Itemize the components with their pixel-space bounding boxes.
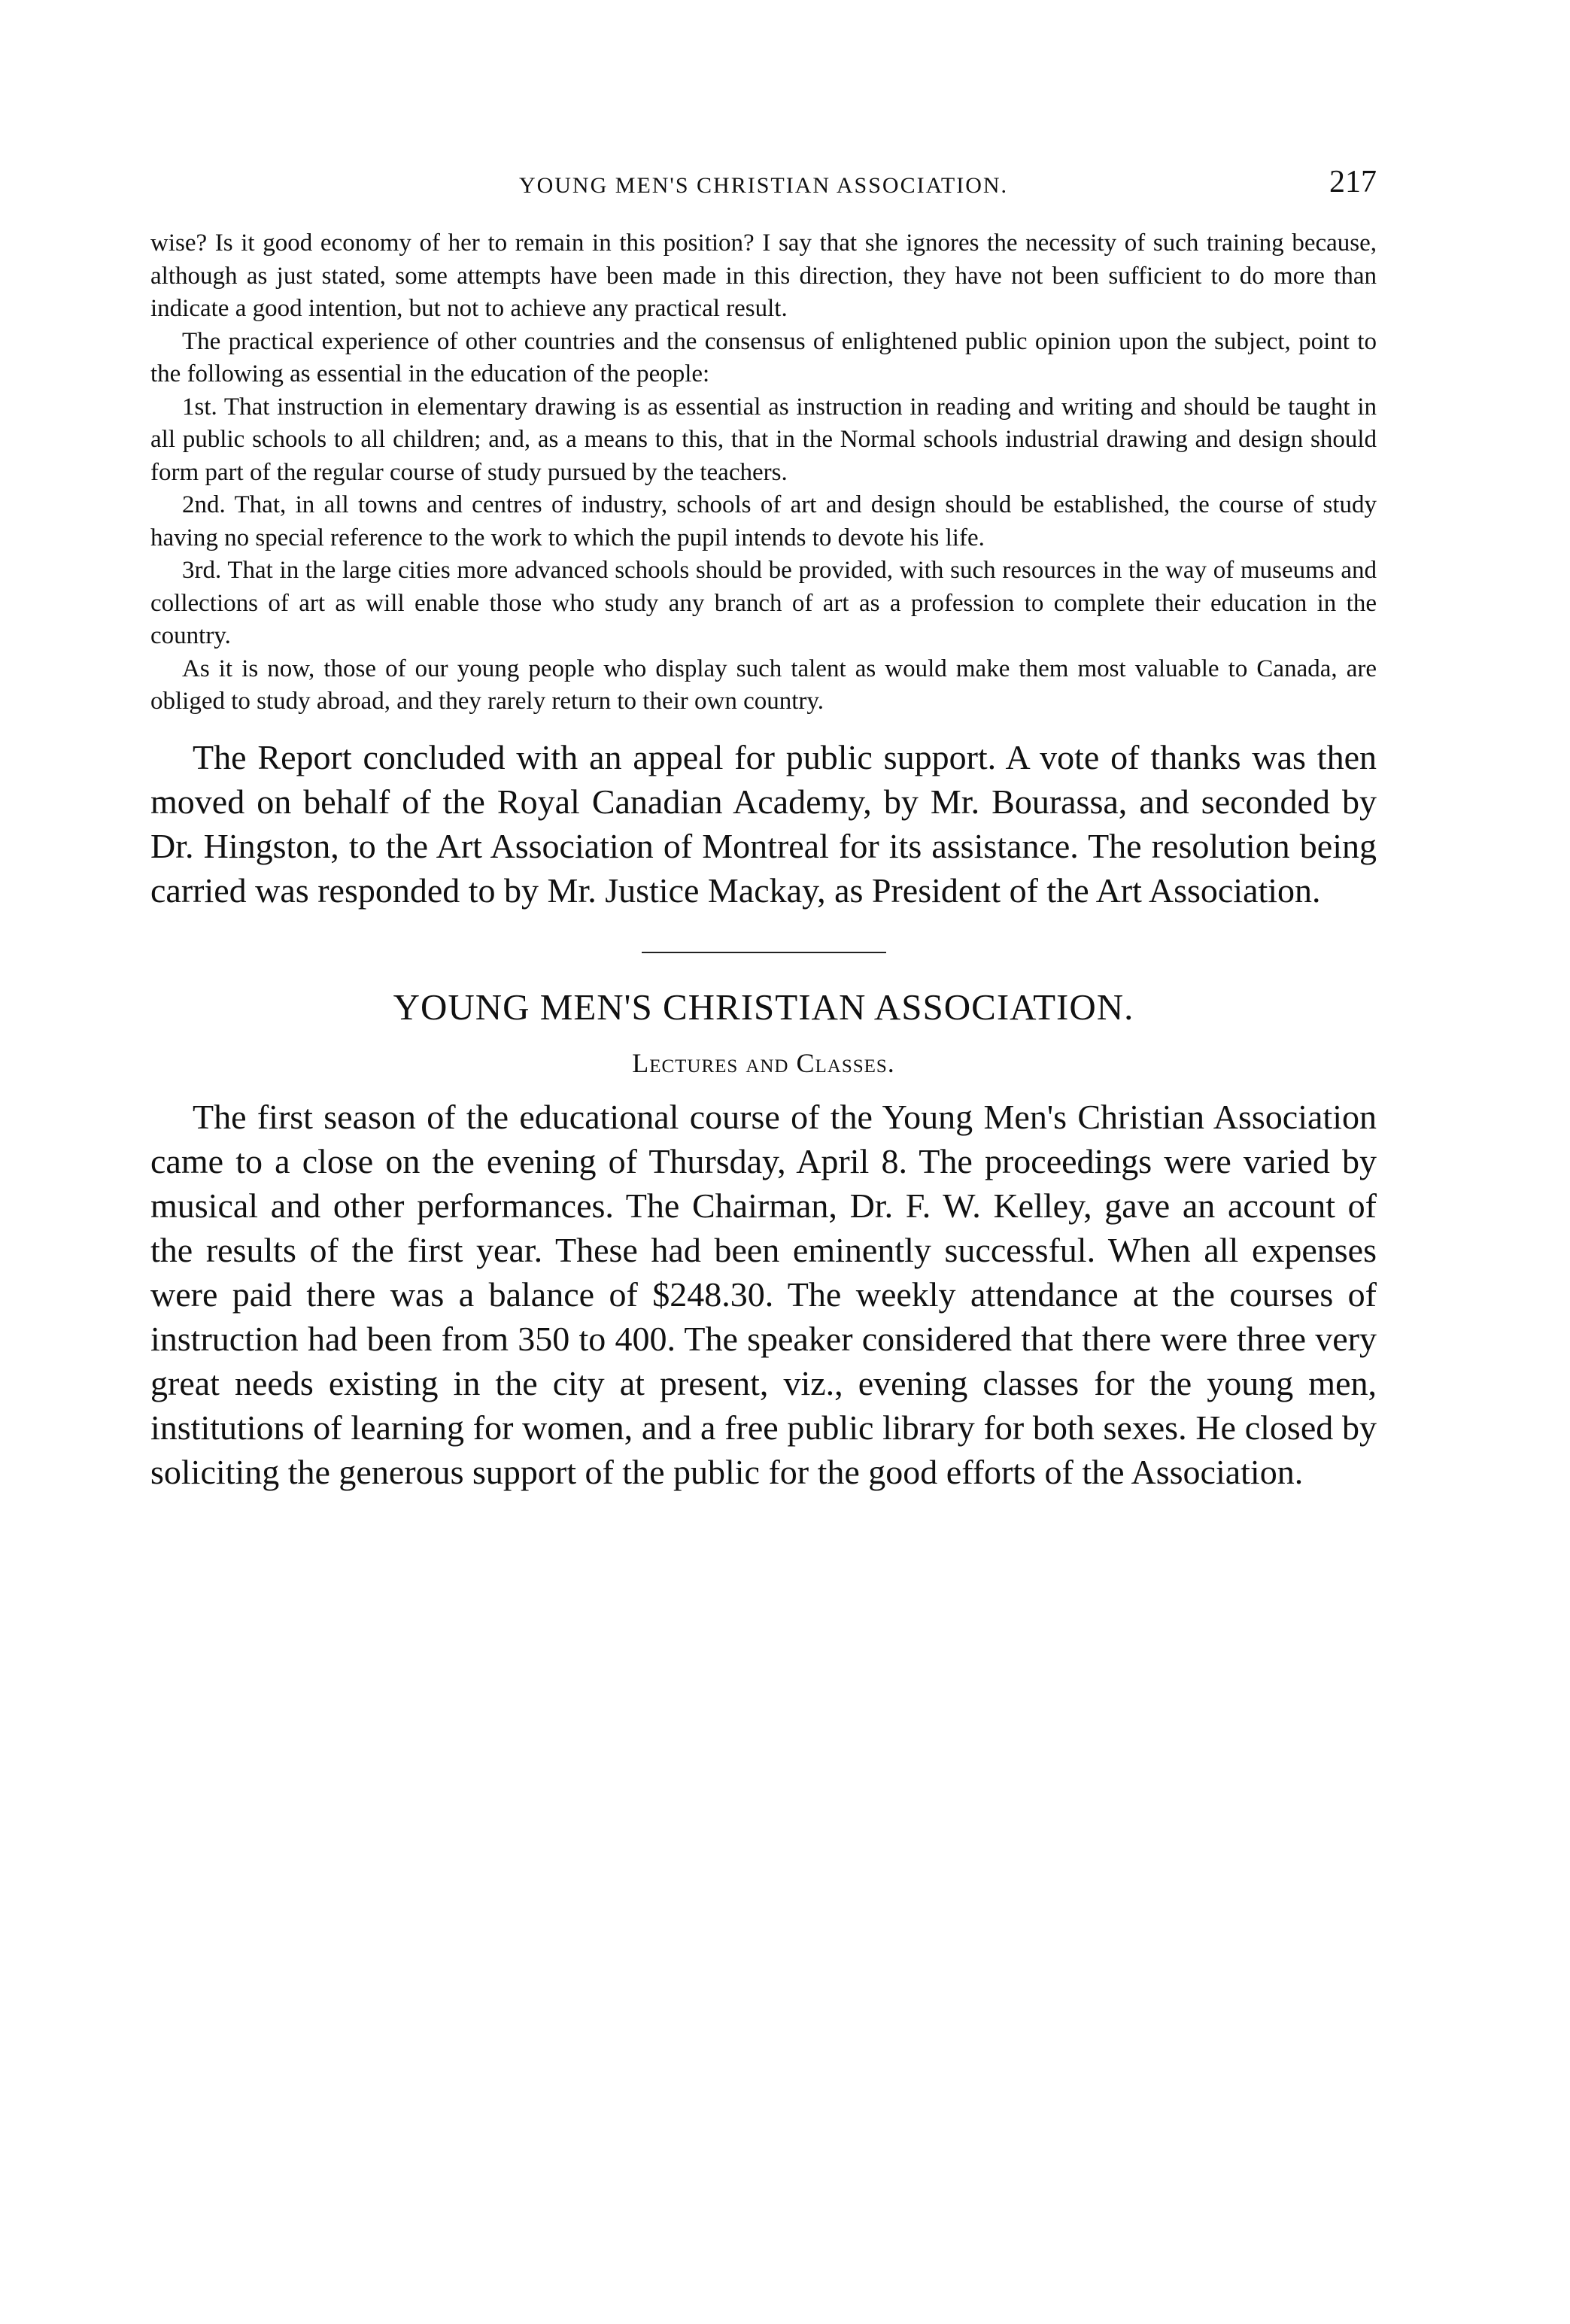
report-item-3rd: 3rd. That in the large cities more advanced schools should be provided, with such resources in the way of museums and collections of art as will enable those who study any branch of art as a profession to complete their education in the country. <box>150 557 1377 649</box>
report-paragraph-1: wise? Is it good economy of her to remain in this position? I say that she ignores the necessity of such training because, although as just stated, some attempts have been made in this direction, they have not been sufficient to do more than indicate a good intention, but not to achieve any practical result. <box>150 229 1377 322</box>
conclusion-block <box>150 735 1377 913</box>
section-title: YOUNG MEN'S CHRISTIAN ASSOCIATION. <box>393 986 1134 1028</box>
report-paragraph-closing: As it is now, those of our young people who display such talent as would make them most valuable to Canada, are obliged to study abroad, and they rarely return to their own country. <box>150 655 1377 715</box>
running-title: YOUNG MEN'S CHRISTIAN ASSOCIATION. <box>518 173 1009 198</box>
section-subtitle: Lectures and Classes. <box>632 1047 895 1078</box>
section-divider <box>642 952 886 953</box>
conclusion-paragraph: The Report concluded with an appeal for public support. A vote of thanks was then moved on behalf of the Royal Canadian Academy, by Mr. Bourassa, and seconded by Dr. Hingston, to the Art Association of Montreal for its assistance. The resolution being carried was responded to by Mr. Justice Mackay, as President of the Art Association. <box>150 737 1377 910</box>
page-number: 217 <box>1329 165 1377 199</box>
report-excerpt <box>150 227 1377 718</box>
page <box>150 150 1377 1494</box>
section-paragraph: The first season of the educational course of the Young Men's Christian Association came to a close on the evening of Thursday, April 8. The proceedings were varied by musical and other performances. The Chairman, Dr. F. W. Kelley, gave an account of the results of the first year. These had been eminently successful. When all expenses were paid there was a balance of $248.30. The weekly attendance at the courses of instruction had been from 350 to 400. The speaker considered that there were three very great needs existing in the city at present, viz., evening classes for the young men, institutions of learning for women, and a free public library for both sexes. He closed by soliciting the generous support of the public for the good efforts of the Association. <box>150 1097 1377 1491</box>
report-paragraph-2: The practical experience of other countries and the consensus of enlightened public opinion upon the subject, point to the following as essential in the education of the people: <box>150 327 1377 387</box>
section-body <box>150 1095 1377 1494</box>
running-header <box>150 150 1377 199</box>
report-item-2nd: 2nd. That, in all towns and centres of industry, schools of art and design should be established, the course of study having no special reference to the work to which the pupil intends to devote his life. <box>150 491 1377 551</box>
report-item-1st: 1st. That instruction in elementary drawing is as essential as instruction in reading and writing and should be taught in all public schools to all children; and, as a means to this, that in the Normal schools industrial drawing and design should form part of the regular course of study pursued by the teachers. <box>150 393 1377 486</box>
